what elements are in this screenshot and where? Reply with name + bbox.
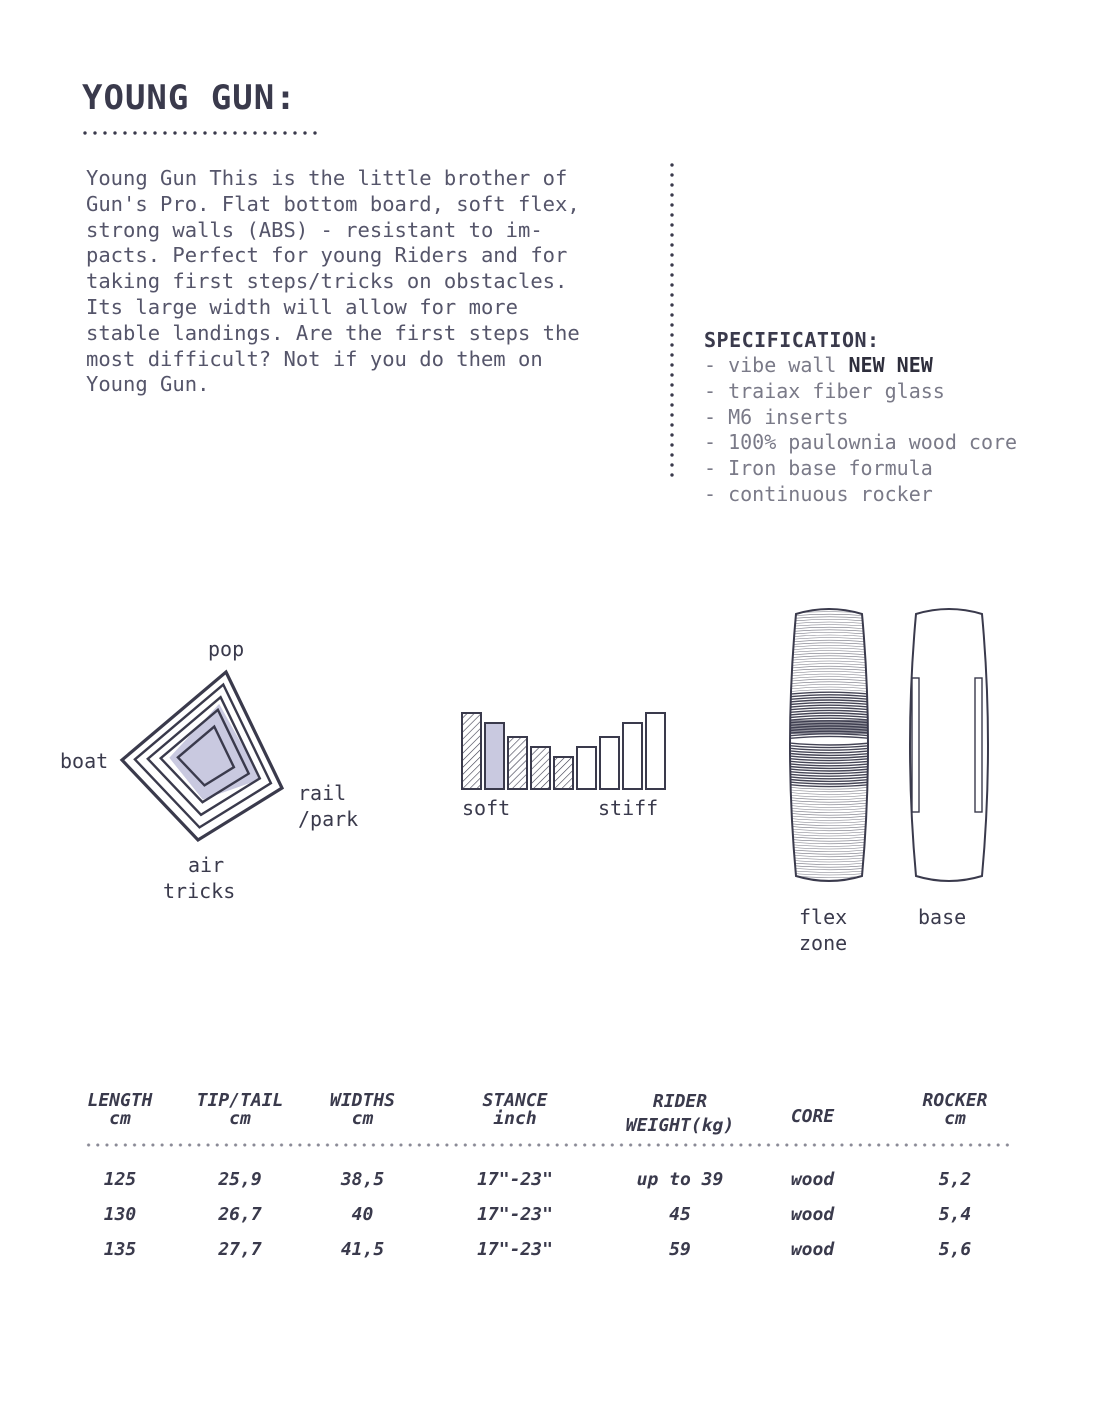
column-header-rider-weight: RIDER WEIGHT(kg) — [625, 1091, 735, 1136]
specification-block — [704, 327, 1094, 508]
table-row: 125 25,9 38,5 17"-23" up to 39 wood 5,2 — [103, 1169, 972, 1190]
base-board — [910, 609, 988, 881]
radar-label-boat: boat — [60, 749, 109, 773]
spec-item: - traiax fiber glass — [704, 378, 945, 403]
flex-label-soft: soft — [462, 796, 511, 820]
title-underline-dots — [80, 128, 320, 138]
flex-zone-board — [780, 609, 880, 883]
flex-scale-chart — [458, 708, 668, 794]
size-table — [70, 1082, 1030, 1267]
spec-item: - 100% paulownia wood core — [704, 430, 1018, 455]
riding-style-radar-chart — [110, 660, 300, 850]
flex-bar-9 — [646, 713, 665, 789]
flex-bar-2 — [485, 723, 504, 789]
column-header-core: CORE — [790, 1106, 835, 1127]
page-title: YOUNG GUN: — [82, 78, 297, 118]
product-description: Young Gun This is the little brother of Gun's Pro. Flat bottom board, soft flex, strong walls (ABS) - resistant to im- pacts. Perfect for young Riders and for taking first steps/tricks on obstacles. Its large width will allow for more stable landings. Are the first steps the most difficult? Not if you do them on Young Gun. — [86, 166, 580, 397]
spec-item: - M6 inserts — [704, 404, 849, 429]
new-badge: NEW NEW — [848, 353, 933, 377]
specification-list — [704, 353, 1094, 508]
flex-zone-label-1: flex — [799, 905, 848, 929]
flex-zone-label-2: zone — [799, 931, 848, 955]
flex-bar-6 — [577, 747, 596, 789]
column-header-rocker: ROCKER cm — [922, 1090, 988, 1129]
radar-label-air: air — [188, 853, 225, 877]
table-row: 130 26,7 40 17"-23" 45 wood 5,4 — [103, 1204, 972, 1225]
flex-bar-4 — [531, 747, 550, 789]
radar-label-tricks: tricks — [163, 879, 236, 903]
column-header-stance: STANCE inch — [482, 1090, 548, 1129]
spec-item: - vibe wall NEW NEW — [704, 353, 933, 377]
table-header-divider — [84, 1140, 1010, 1150]
flex-bar-8 — [623, 723, 642, 789]
flex-bar-7 — [600, 737, 619, 789]
base-board-outline — [910, 609, 988, 881]
board-illustrations — [780, 600, 1000, 890]
flex-label-stiff: stiff — [598, 796, 659, 820]
radar-label-pop: pop — [208, 637, 245, 661]
flex-bar-3 — [508, 737, 527, 789]
radar-label-rail: rail — [298, 781, 347, 805]
column-header-length: LENGTH cm — [87, 1090, 153, 1129]
table-row: 135 27,7 41,5 17"-23" 59 wood 5,6 — [103, 1239, 972, 1260]
flex-bar-1 — [462, 713, 481, 789]
spec-item: - Iron base formula — [704, 456, 933, 481]
flex-bar-5 — [554, 757, 573, 789]
vertical-dotted-divider — [667, 160, 677, 478]
column-header-tip-tail: TIP/TAIL cm — [196, 1090, 284, 1129]
column-header-widths: WIDTHS cm — [329, 1090, 396, 1129]
radar-label-park: /park — [298, 807, 359, 831]
specification-heading: SPECIFICATION: — [704, 328, 880, 352]
base-label: base — [918, 905, 967, 929]
spec-item: - continuous rocker — [704, 481, 933, 506]
